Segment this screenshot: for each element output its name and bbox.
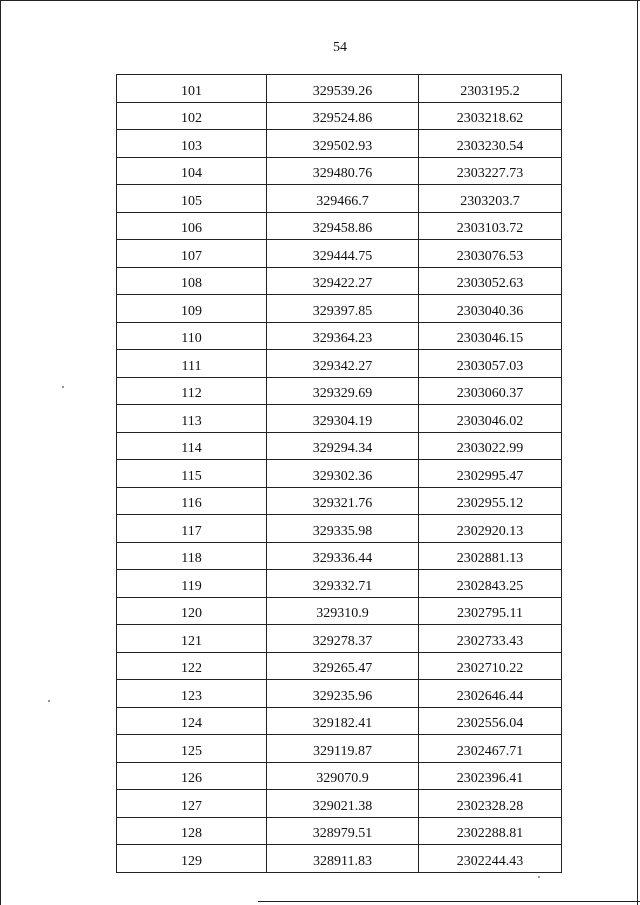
y-coordinate-cell: 2303057.03 xyxy=(419,350,562,378)
table-row xyxy=(117,515,562,543)
table-row xyxy=(117,762,562,790)
x-coordinate-cell: 329397.85 xyxy=(267,295,419,323)
point-number-cell: 112 xyxy=(117,377,267,405)
point-number-cell: 115 xyxy=(117,460,267,488)
table-row xyxy=(117,652,562,680)
point-number-cell: 124 xyxy=(117,707,267,735)
y-coordinate-cell: 2302710.22 xyxy=(419,652,562,680)
y-coordinate-cell: 2302556.04 xyxy=(419,707,562,735)
table-row xyxy=(117,75,562,103)
table-row xyxy=(117,130,562,158)
x-coordinate-cell: 329310.9 xyxy=(267,597,419,625)
point-number-cell: 106 xyxy=(117,212,267,240)
table-row xyxy=(117,735,562,763)
y-coordinate-cell: 2303046.02 xyxy=(419,405,562,433)
y-coordinate-cell: 2303103.72 xyxy=(419,212,562,240)
table-row xyxy=(117,322,562,350)
table-row xyxy=(117,487,562,515)
table-row xyxy=(117,432,562,460)
table-row xyxy=(117,240,562,268)
x-coordinate-cell: 329458.86 xyxy=(267,212,419,240)
table-row xyxy=(117,817,562,845)
x-coordinate-cell: 329294.34 xyxy=(267,432,419,460)
x-coordinate-cell: 329364.23 xyxy=(267,322,419,350)
point-number-cell: 122 xyxy=(117,652,267,680)
point-number-cell: 120 xyxy=(117,597,267,625)
point-number-cell: 128 xyxy=(117,817,267,845)
table-row xyxy=(117,707,562,735)
table-row xyxy=(117,460,562,488)
point-number-cell: 117 xyxy=(117,515,267,543)
table-row xyxy=(117,377,562,405)
y-coordinate-cell: 2302955.12 xyxy=(419,487,562,515)
y-coordinate-cell: 2303203.7 xyxy=(419,185,562,213)
point-number-cell: 111 xyxy=(117,350,267,378)
x-coordinate-cell: 329466.7 xyxy=(267,185,419,213)
x-coordinate-cell: 329539.26 xyxy=(267,75,419,103)
x-coordinate-cell: 328911.83 xyxy=(267,845,419,873)
point-number-cell: 102 xyxy=(117,102,267,130)
scan-speck xyxy=(48,700,50,702)
point-number-cell: 101 xyxy=(117,75,267,103)
page-top-border xyxy=(0,0,640,1)
point-number-cell: 103 xyxy=(117,130,267,158)
point-number-cell: 129 xyxy=(117,845,267,873)
y-coordinate-cell: 2303195.2 xyxy=(419,75,562,103)
y-coordinate-cell: 2302396.41 xyxy=(419,762,562,790)
y-coordinate-cell: 2302995.47 xyxy=(419,460,562,488)
x-coordinate-cell: 329235.96 xyxy=(267,680,419,708)
y-coordinate-cell: 2302795.11 xyxy=(419,597,562,625)
table-row xyxy=(117,212,562,240)
x-coordinate-cell: 329304.19 xyxy=(267,405,419,433)
y-coordinate-cell: 2302646.44 xyxy=(419,680,562,708)
point-number-cell: 104 xyxy=(117,157,267,185)
table-row xyxy=(117,350,562,378)
point-number-cell: 119 xyxy=(117,570,267,598)
x-coordinate-cell: 329119.87 xyxy=(267,735,419,763)
coordinate-table xyxy=(116,74,562,873)
table-row xyxy=(117,790,562,818)
table-row xyxy=(117,267,562,295)
y-coordinate-cell: 2302288.81 xyxy=(419,817,562,845)
point-number-cell: 107 xyxy=(117,240,267,268)
table-row xyxy=(117,157,562,185)
x-coordinate-cell: 329070.9 xyxy=(267,762,419,790)
x-coordinate-cell: 329524.86 xyxy=(267,102,419,130)
x-coordinate-cell: 329422.27 xyxy=(267,267,419,295)
page-left-border xyxy=(0,0,1,905)
x-coordinate-cell: 329480.76 xyxy=(267,157,419,185)
y-coordinate-cell: 2302843.25 xyxy=(419,570,562,598)
table-row xyxy=(117,570,562,598)
x-coordinate-cell: 329302.36 xyxy=(267,460,419,488)
point-number-cell: 123 xyxy=(117,680,267,708)
table-row xyxy=(117,542,562,570)
coordinate-table-body xyxy=(117,75,562,873)
table-row xyxy=(117,845,562,873)
table-row xyxy=(117,295,562,323)
x-coordinate-cell: 329332.71 xyxy=(267,570,419,598)
x-coordinate-cell: 329329.69 xyxy=(267,377,419,405)
y-coordinate-cell: 2302881.13 xyxy=(419,542,562,570)
y-coordinate-cell: 2303046.15 xyxy=(419,322,562,350)
point-number-cell: 118 xyxy=(117,542,267,570)
page-right-border xyxy=(637,0,638,905)
x-coordinate-cell: 329336.44 xyxy=(267,542,419,570)
scan-speck xyxy=(538,876,540,878)
y-coordinate-cell: 2302244.43 xyxy=(419,845,562,873)
y-coordinate-cell: 2303052.63 xyxy=(419,267,562,295)
x-coordinate-cell: 329265.47 xyxy=(267,652,419,680)
point-number-cell: 109 xyxy=(117,295,267,323)
page-bottom-border xyxy=(258,901,640,902)
point-number-cell: 127 xyxy=(117,790,267,818)
point-number-cell: 121 xyxy=(117,625,267,653)
point-number-cell: 114 xyxy=(117,432,267,460)
y-coordinate-cell: 2303227.73 xyxy=(419,157,562,185)
point-number-cell: 125 xyxy=(117,735,267,763)
x-coordinate-cell: 329021.38 xyxy=(267,790,419,818)
point-number-cell: 116 xyxy=(117,487,267,515)
point-number-cell: 105 xyxy=(117,185,267,213)
scan-speck xyxy=(62,386,64,388)
y-coordinate-cell: 2303022.99 xyxy=(419,432,562,460)
table-row xyxy=(117,680,562,708)
point-number-cell: 110 xyxy=(117,322,267,350)
x-coordinate-cell: 329321.76 xyxy=(267,487,419,515)
x-coordinate-cell: 328979.51 xyxy=(267,817,419,845)
point-number-cell: 108 xyxy=(117,267,267,295)
table-row xyxy=(117,597,562,625)
table-row xyxy=(117,625,562,653)
point-number-cell: 126 xyxy=(117,762,267,790)
x-coordinate-cell: 329182.41 xyxy=(267,707,419,735)
table-row xyxy=(117,102,562,130)
y-coordinate-cell: 2302467.71 xyxy=(419,735,562,763)
y-coordinate-cell: 2303230.54 xyxy=(419,130,562,158)
y-coordinate-cell: 2303060.37 xyxy=(419,377,562,405)
y-coordinate-cell: 2303040.36 xyxy=(419,295,562,323)
y-coordinate-cell: 2303218.62 xyxy=(419,102,562,130)
x-coordinate-cell: 329335.98 xyxy=(267,515,419,543)
x-coordinate-cell: 329444.75 xyxy=(267,240,419,268)
y-coordinate-cell: 2302328.28 xyxy=(419,790,562,818)
table-row xyxy=(117,185,562,213)
page-number: 54 xyxy=(333,40,347,55)
point-number-cell: 113 xyxy=(117,405,267,433)
x-coordinate-cell: 329278.37 xyxy=(267,625,419,653)
y-coordinate-cell: 2302733.43 xyxy=(419,625,562,653)
y-coordinate-cell: 2302920.13 xyxy=(419,515,562,543)
x-coordinate-cell: 329342.27 xyxy=(267,350,419,378)
table-row xyxy=(117,405,562,433)
x-coordinate-cell: 329502.93 xyxy=(267,130,419,158)
y-coordinate-cell: 2303076.53 xyxy=(419,240,562,268)
